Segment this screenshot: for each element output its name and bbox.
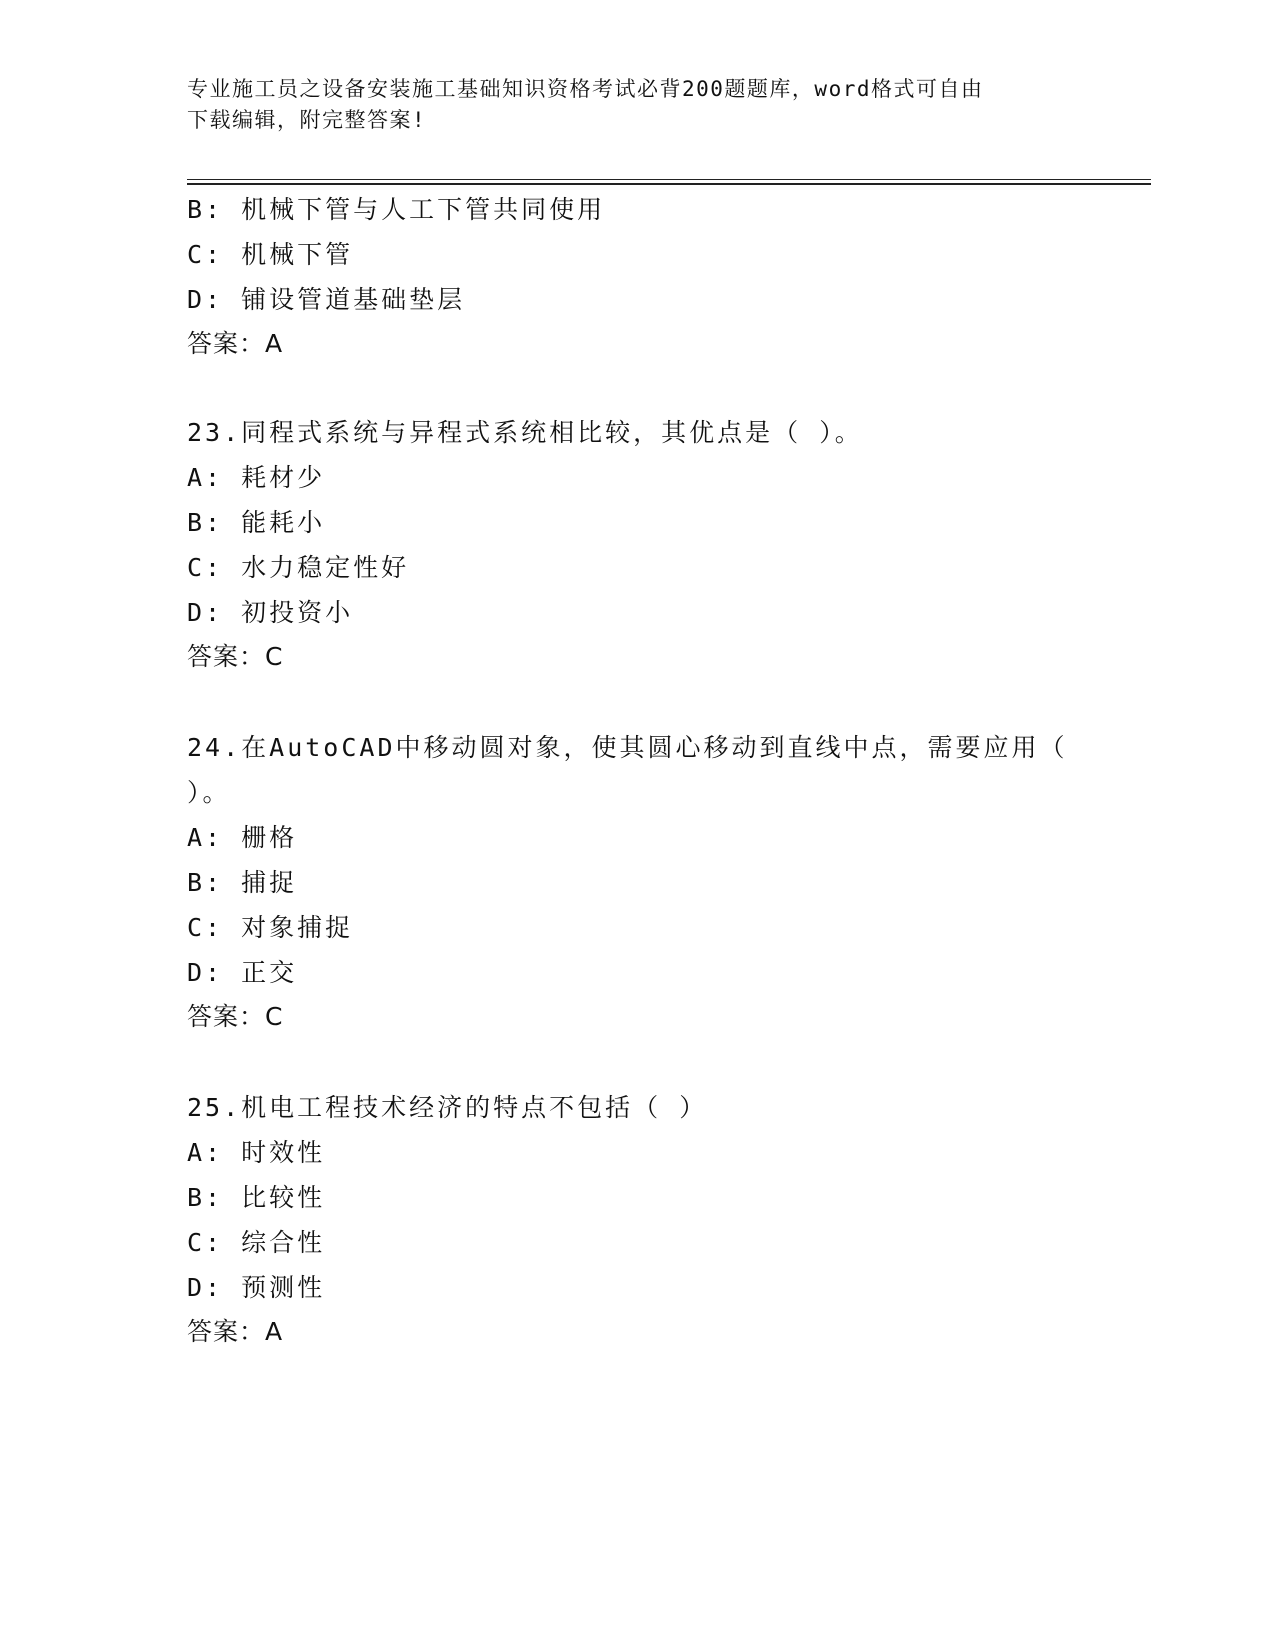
q23-answer: 答案：C	[187, 642, 284, 671]
header-title-line-1: 专业施工员之设备安装施工基础知识资格考试必背200题题库，word格式可自由	[187, 77, 984, 101]
prev-option-c: C: 机械下管	[187, 240, 354, 269]
q25-option-b: B: 比较性	[187, 1183, 326, 1212]
q24-answer: 答案：C	[187, 1002, 284, 1031]
header-title-line-2: 下载编辑，附完整答案!	[187, 108, 427, 132]
q25-option-a: A: 时效性	[187, 1138, 326, 1167]
document-header	[187, 74, 1067, 136]
header-divider-thick	[187, 183, 1151, 185]
q23-option-d: D: 初投资小	[187, 598, 354, 627]
q24-question-line-2: ）。	[187, 778, 231, 807]
q23-option-c: C: 水力稳定性好	[187, 553, 410, 582]
q25-answer: 答案：A	[187, 1317, 284, 1346]
prev-option-b: B: 机械下管与人工下管共同使用	[187, 195, 606, 224]
q23-option-a: A: 耗材少	[187, 463, 326, 492]
prev-option-d: D: 铺设管道基础垫层	[187, 285, 466, 314]
q23-question: 23.同程式系统与异程式系统相比较，其优点是（ ）。	[187, 418, 863, 447]
prev-answer: 答案：A	[187, 329, 284, 358]
q24-option-b: B: 捕捉	[187, 868, 298, 897]
q24-option-a: A: 栅格	[187, 823, 298, 852]
q23-option-b: B: 能耗小	[187, 508, 326, 537]
q24-option-c: C: 对象捕捉	[187, 913, 354, 942]
q25-option-c: C: 综合性	[187, 1228, 326, 1257]
q24-question-line-1: 24.在AutoCAD中移动圆对象，使其圆心移动到直线中点，需要应用（	[187, 733, 1068, 762]
q25-option-d: D: 预测性	[187, 1273, 326, 1302]
q25-question: 25.机电工程技术经济的特点不包括（ ）	[187, 1093, 708, 1122]
header-divider-thin	[187, 179, 1151, 180]
q24-option-d: D: 正交	[187, 958, 298, 987]
